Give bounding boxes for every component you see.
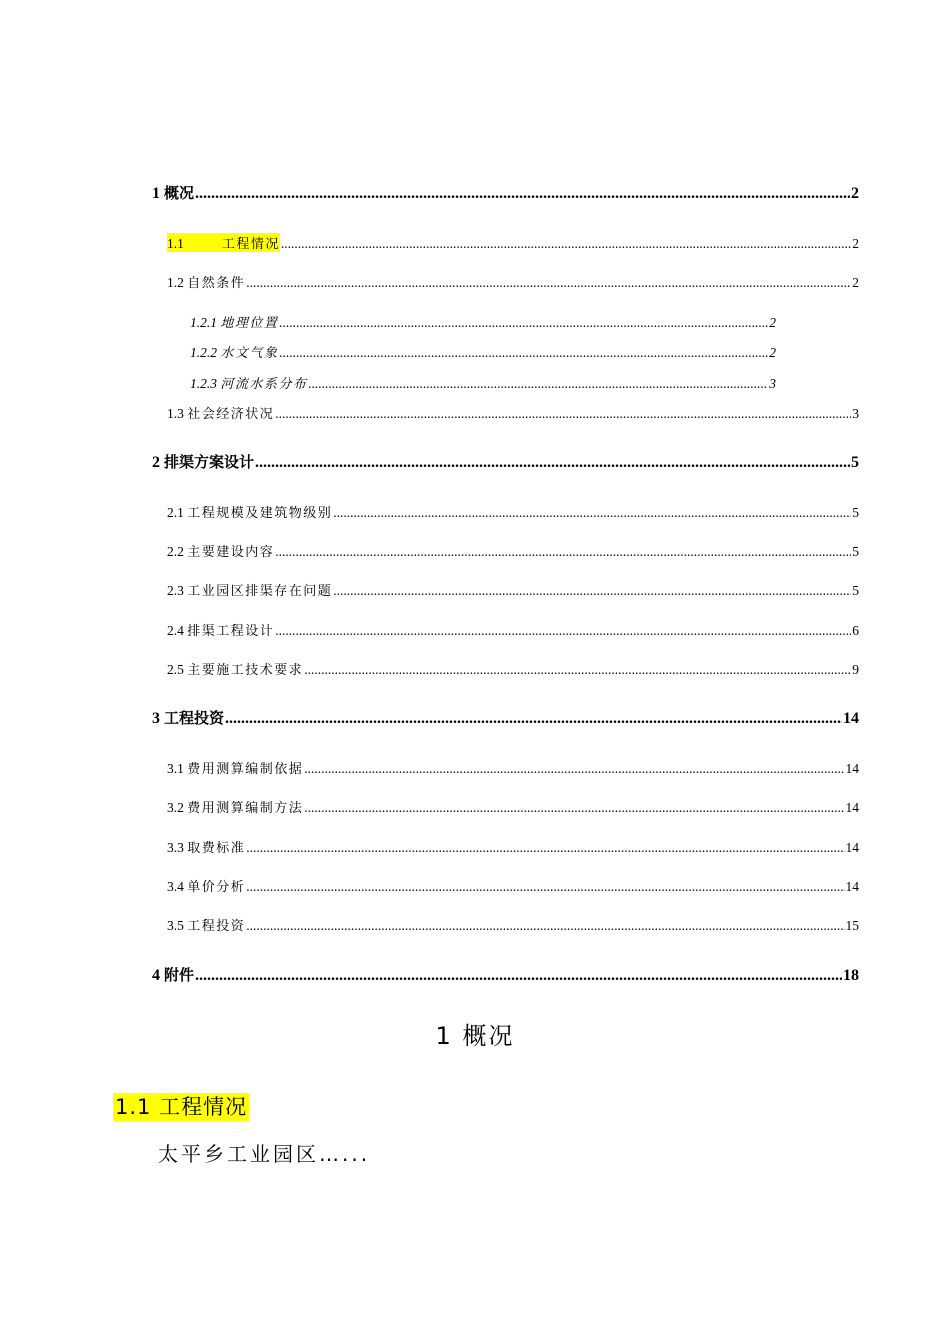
toc-leader [281,236,851,252]
chapter-heading: 1 概况 [435,1022,515,1050]
toc-page-number: 14 [845,840,859,855]
toc-page-number: 5 [852,544,859,559]
toc-leader [225,710,842,728]
toc-entry-label: 3 工程投资 [152,709,225,727]
toc-entry-1-2-1[interactable] [190,312,776,331]
toc-leader [275,406,851,422]
toc-entry-label: 1.1 工程情况 [167,233,280,252]
toc-leader [279,315,768,331]
toc-leader [333,583,851,599]
toc-entry-label: 1.2 自然条件 [167,275,246,291]
toc-leader [246,840,844,856]
toc-leader [246,879,844,895]
toc-page-number: 14 [845,800,859,815]
toc-page-number: 3 [769,376,776,391]
toc-page-number: 2 [851,185,859,202]
toc-entry-2-2[interactable] [167,541,859,560]
toc-entry-3-5[interactable] [167,915,859,934]
toc-entry-3-1[interactable] [167,758,859,777]
toc-leader [304,761,844,777]
toc-entry-1-1[interactable] [167,233,859,252]
toc-entry-2-1[interactable] [167,502,859,521]
toc-entry-2-3[interactable] [167,580,859,599]
toc-page-number: 2 [852,275,859,290]
toc-entry-label: 2.3 工业园区排渠存在问题 [167,583,333,599]
toc-entry-label: 4 附件 [152,966,195,984]
toc-page-number: 9 [852,662,859,677]
toc-page-number: 14 [845,761,859,776]
toc-leader [195,967,842,985]
toc-entry-2-4[interactable] [167,620,859,639]
toc-entry-label: 3.3 取费标准 [167,840,246,856]
toc-leader [255,454,850,472]
toc-entry-label: 3.2 费用测算编制方法 [167,800,304,816]
toc-page-number: 5 [852,505,859,520]
toc-entry-1-3[interactable] [167,403,859,422]
toc-entry-label: 2.5 主要施工技术要求 [167,662,304,678]
toc-page-number: 2 [852,236,859,251]
toc-entry-label: 1.2.2 水文气象 [190,345,279,361]
toc-leader [308,376,768,392]
body-paragraph: 太平乡工业园区…... [158,1142,371,1166]
toc-page-number: 2 [769,315,776,330]
toc-page-number: 14 [843,710,859,727]
toc-entry-3-3[interactable] [167,837,859,856]
toc-entry-label: 3.1 费用测算编制依据 [167,761,304,777]
toc-entry-1-2-3[interactable] [190,373,776,392]
toc-entry-label: 2.4 排渠工程设计 [167,623,275,639]
toc-page-number: 14 [845,879,859,894]
toc-leader [246,918,844,934]
toc-entry-label: 1.3 社会经济状况 [167,406,275,422]
toc-leader [195,185,850,203]
toc-entry-1-2[interactable] [167,272,859,291]
toc-entry-2-5[interactable] [167,659,859,678]
toc-entry-label: 1.2.3 河流水系分布 [190,376,308,392]
toc-leader [275,544,851,560]
toc-leader [304,662,851,678]
toc-page-number: 18 [843,967,859,984]
toc-entry-4[interactable] [152,964,859,985]
toc-page-number: 3 [852,406,859,421]
toc-entry-3-2[interactable] [167,797,859,816]
toc-leader [333,505,851,521]
toc-entry-label: 1 概况 [152,184,195,202]
toc-page-number: 2 [769,345,776,360]
toc-entry-3[interactable] [152,707,859,728]
toc-entry-1[interactable] [152,182,859,203]
toc-entry-label: 2.2 主要建设内容 [167,544,275,560]
toc-page-number: 5 [852,583,859,598]
toc-page-number: 15 [845,918,859,933]
toc-page-number: 6 [852,623,859,638]
toc-leader [304,800,844,816]
toc-entry-label: 3.4 单价分析 [167,879,246,895]
toc-page-number: 5 [851,454,859,471]
toc-entry-3-4[interactable] [167,876,859,895]
toc-leader [279,345,768,361]
toc-entry-label: 2 排渠方案设计 [152,453,255,471]
section-heading: 1.1 工程情况 [115,1095,248,1119]
toc-entry-label: 3.5 工程投资 [167,918,246,934]
toc-entry-label: 2.1 工程规模及建筑物级别 [167,505,333,521]
toc-entry-1-2-2[interactable] [190,342,776,361]
toc-entry-2[interactable] [152,451,859,472]
toc-entry-label: 1.2.1 地理位置 [190,315,279,331]
toc-leader [246,275,851,291]
toc-leader [275,623,851,639]
